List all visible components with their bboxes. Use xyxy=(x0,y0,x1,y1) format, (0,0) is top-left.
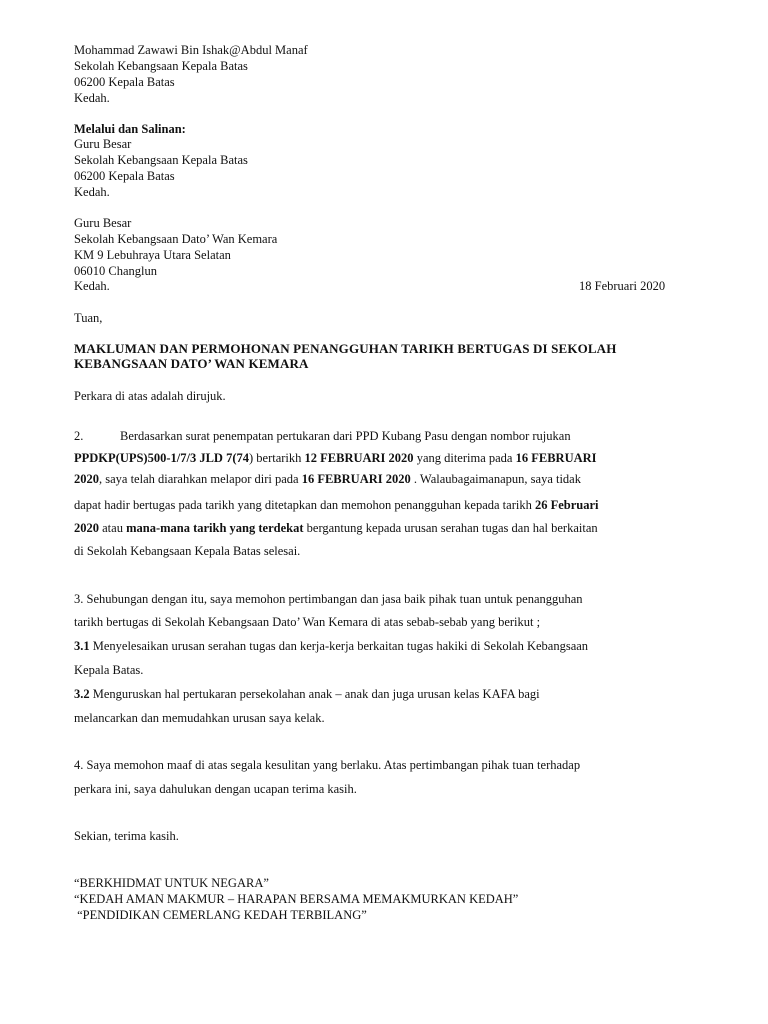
sender-state: Kedah. xyxy=(74,91,110,105)
motto-2: “KEDAH AMAN MAKMUR – HARAPAN BERSAMA MEMAKMURKAN KEDAH” xyxy=(74,892,519,906)
sender-name: Mohammad Zawawi Bin Ishak@Abdul Manaf xyxy=(74,43,308,57)
paragraph-3-line-2: tarikh bertugas di Sekolah Kebangsaan Dato’ Wan Kemara di atas sebab-sebab yang berikut ; xyxy=(74,615,541,629)
sender-school: Sekolah Kebangsaan Kepala Batas xyxy=(74,59,248,73)
subject-line-2: KEBANGSAAN DATO’ WAN KEMARA xyxy=(74,356,309,371)
paragraph-4-line-1: 4. Saya memohon maaf di atas segala kesulitan yang berlaku. Atas pertimbangan pihak tuan terhadap xyxy=(74,758,581,772)
subject-line-1: MAKLUMAN DAN PERMOHONAN PENANGGUHAN TARIKH BERTUGAS DI SEKOLAH xyxy=(74,341,617,356)
item-3-1: 3.1 Menyelesaikan urusan serahan tugas dan kerja-kerja berkaitan tugas hakiki di Sekolah Kebangsaan xyxy=(74,639,589,653)
via-title: Guru Besar xyxy=(74,137,132,151)
via-school: Sekolah Kebangsaan Kepala Batas xyxy=(74,153,248,167)
closing: Sekian, terima kasih. xyxy=(74,829,179,843)
via-state: Kedah. xyxy=(74,185,110,199)
paragraph-2-number: 2. xyxy=(74,429,84,443)
motto-3: “PENDIDIKAN CEMERLANG KEDAH TERBILANG” xyxy=(74,908,367,922)
recipient-street: KM 9 Lebuhraya Utara Selatan xyxy=(74,248,231,262)
paragraph-3-line-1: 3. Sehubungan dengan itu, saya memohon pertimbangan dan jasa baik pihak tuan untuk penangguhan xyxy=(74,592,583,606)
recipient-school: Sekolah Kebangsaan Dato’ Wan Kemara xyxy=(74,232,278,246)
paragraph-2-line-2: PPDKP(UPS)500-1/7/3 JLD 7(74) bertarikh 12 FEBRUARI 2020 yang diterima pada 16 FEBRUARI xyxy=(74,451,597,465)
recipient-postcode-city: 06010 Changlun xyxy=(74,264,157,278)
item-3-2: 3.2 Menguruskan hal pertukaran persekolahan anak – anak dan juga urusan kelas KAFA bagi xyxy=(74,687,540,701)
recipient-title: Guru Besar xyxy=(74,216,132,230)
paragraph-2-line-3: 2020, saya telah diarahkan melapor diri pada 16 FEBRUARI 2020 . Walaubagaimanapun, saya tidak xyxy=(74,472,581,486)
sender-postcode-city: 06200 Kepala Batas xyxy=(74,75,175,89)
paragraph-2-line-4: dapat hadir bertugas pada tarikh yang ditetapkan dan memohon penangguhan kepada tarikh 26 Februari xyxy=(74,498,599,512)
letter-date: 18 Februari 2020 xyxy=(579,279,666,293)
salutation: Tuan, xyxy=(74,311,103,325)
reference-number: PPDKP(UPS)500-1/7/3 JLD 7(74 xyxy=(74,451,249,465)
via-postcode-city: 06200 Kepala Batas xyxy=(74,169,175,183)
paragraph-4-line-2: perkara ini, saya dahulukan dengan ucapan terima kasih. xyxy=(74,782,357,796)
motto-1: “BERKHIDMAT UNTUK NEGARA” xyxy=(74,876,269,890)
paragraph-2-line-5: 2020 atau mana-mana tarikh yang terdekat bergantung kepada urusan serahan tugas dan hal berkaitan xyxy=(74,521,598,535)
paragraph-2-line-1: 2. Berdasarkan surat penempatan pertukaran dari PPD Kubang Pasu dengan nombor rujukan xyxy=(74,429,571,443)
item-3-2-line-2: melancarkan dan memudahkan urusan saya kelak. xyxy=(74,711,325,725)
item-3-1-line-2: Kepala Batas. xyxy=(74,663,144,677)
recipient-state: Kedah. xyxy=(74,279,110,293)
paragraph-1: Perkara di atas adalah dirujuk. xyxy=(74,389,226,403)
via-heading: Melalui dan Salinan: xyxy=(74,122,186,136)
paragraph-2-line-6: di Sekolah Kebangsaan Kepala Batas selesai. xyxy=(74,544,301,558)
